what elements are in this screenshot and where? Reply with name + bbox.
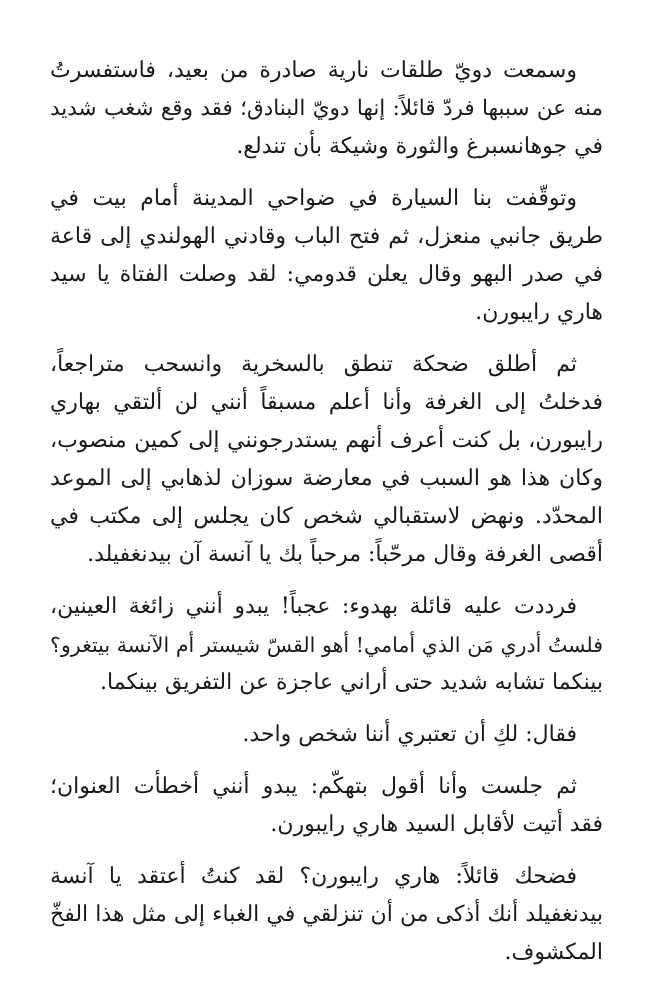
text-line: فقال: لكِ أن تعتبري أننا شخص واحد. [242,722,577,747]
text-line: بيدنغفيلد أنك أذكى من أن تنزلقي في الغباء إلى مثل هذا الفخّ [50,902,603,927]
text-line: وتوقّفت بنا السيارة في ضواحي المدينة أمام بيت في [50,186,577,211]
text-line: رايبورن، بل كنت أعرف أنهم يستدرجونني إلى كمين منصوب، [50,428,603,453]
text-line: ثم أطلق ضحكة تنطق بالسخرية وانسحب متراجعاً، [50,352,577,377]
text-line: فلستُ أدري مَن الذي أمامي! أهو القسّ شيستر أم الآنسة بيتغرو؟ [50,633,603,657]
paragraph-7 [50,858,603,972]
text-line: فرددت عليه قائلة بهدوء: عجباً! يبدو أنني زائغة العينين، [50,594,577,619]
text-line: منه عن سببها فردّ قائلاً: إنها دويّ البنادق؛ فقد وقع شغب شديد [50,96,603,121]
text-line: ثم جلست وأنا أقول بتهكّم: يبدو أنني أخطأت العنوان؛ [50,774,577,799]
text-line: في جوهانسبرغ والثورة وشيكة بأن تندلع. [236,134,603,159]
text-line: بينكما تشابه شديد حتى أراني عاجزة عن التفريق بينكما. [100,670,603,695]
text-line: وسمعت دويّ طلقات نارية صادرة من بعيد، فاستفسرتُ [50,58,577,83]
paragraph-3 [50,346,603,574]
paragraph-2 [50,180,603,332]
text-line: المحدّد. ونهض لاستقبالي شخص كان يجلس إلى مكتب في [50,504,603,529]
text-line: فقد أتيت لأقابل السيد هاري رايبورن. [270,812,603,837]
text-line: فضحك قائلاً: هاري رايبورن؟ لقد كنتُ أعتقد يا آنسة [50,864,577,889]
text-line: وكان هذا هو السبب في معارضة سوزان لذهابي إلى الموعد [50,466,603,491]
text-line: هاري رايبورن. [475,300,603,325]
text-line: في صدر البهو وقال يعلن قدومي: لقد وصلت الفتاة يا سيد [50,262,603,287]
paragraph-6 [50,768,603,844]
paragraph-4 [50,588,603,702]
paragraph-5 [50,716,603,754]
text-line: طريق جانبي منعزل، ثم فتح الباب وقادني الهولندي إلى قاعة [50,224,603,249]
text-line: المكشوف. [504,940,603,965]
paragraph-1 [50,52,603,166]
text-line: أقصى الغرفة وقال مرحّباً: مرحباً بك يا آنسة آن بيدنغفيلد. [87,542,603,567]
text-line: فدخلتُ إلى الغرفة وأنا أعلم مسبقاً أنني لن ألتقي بهاري [50,390,603,415]
